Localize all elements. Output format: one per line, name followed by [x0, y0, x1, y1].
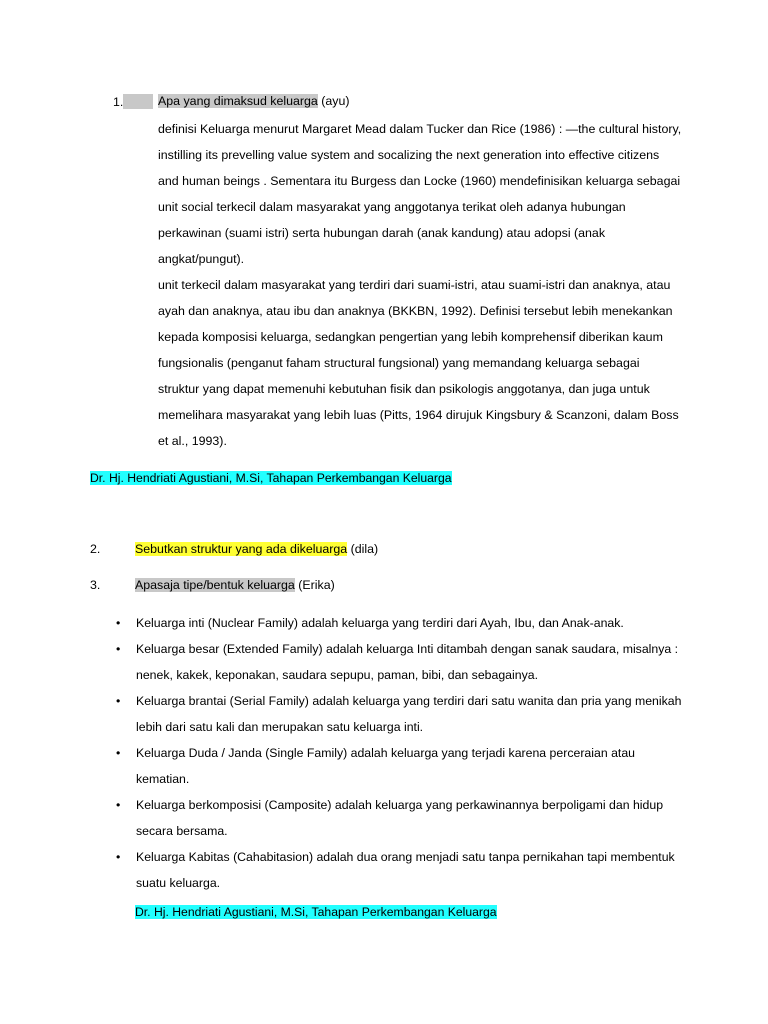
bullet-icon: • [116, 616, 121, 630]
q1-author: (ayu) [317, 94, 350, 108]
q2-author: (dila) [347, 542, 379, 556]
bullet-icon: • [116, 694, 121, 708]
q1-number-highlight [123, 94, 153, 109]
bullet-icon: • [116, 642, 121, 656]
q3-author: (Erika) [294, 578, 335, 592]
q1-question: Apa yang dimaksud keluarga [158, 94, 318, 108]
q3-question: Apasaja tipe/bentuk keluarga [135, 578, 295, 592]
q1-heading [158, 94, 350, 108]
q3-number: 3. [90, 578, 101, 592]
q1-citation: Dr. Hj. Hendriati Agustiani, M.Si, Tahapan Perkembangan Keluarga [90, 471, 452, 485]
family-types-list [116, 610, 686, 896]
q3-citation: Dr. Hj. Hendriati Agustiani, M.Si, Tahapan Perkembangan Keluarga [135, 905, 497, 919]
list-item: • Keluarga berkomposisi (Camposite) adalah keluarga yang perkawinannya berpoligami dan hidup secara bersama. [116, 792, 686, 844]
q1-body [158, 116, 682, 454]
bullet-icon: • [116, 798, 121, 812]
q1-paragraph-2: unit terkecil dalam masyarakat yang terdiri dari suami-istri, atau suami-istri dan anaknya, atau ayah dan anaknya, atau ibu dan anaknya (BKKBN, 1992). Definisi tersebut lebih menekankan kepada komposisi keluarga, sedangkan pengertian yang lebih komprehensif diberikan kaum fungsionalis (penganut faham structural fungsional) yang memandang keluarga sebagai struktur yang dapat memenuhi kebutuhan fisik dan psikologis anggotanya, dan juga untuk memelihara masyarakat yang lebih luas (Pitts, 1964 dirujuk Kingsbury & Scanzoni, dalam Boss et al., 1993). [158, 278, 679, 448]
list-item: • Keluarga inti (Nuclear Family) adalah keluarga yang terdiri dari Ayah, Ibu, dan Anak-anak. [116, 610, 686, 636]
list-item: • Keluarga brantai (Serial Family) adalah keluarga yang terdiri dari satu wanita dan pria yang menikah lebih dari satu kali dan merupakan satu keluarga inti. [116, 688, 686, 740]
list-item: • Keluarga Duda / Janda (Single Family) adalah keluarga yang terjadi karena perceraian atau kematian. [116, 740, 686, 792]
q2-number: 2. [90, 542, 101, 556]
list-item: • Keluarga besar (Extended Family) adalah keluarga Inti ditambah dengan sanak saudara, misalnya : nenek, kakek, keponakan, saudara sepupu, paman, bibi, dan sebagainya. [116, 636, 686, 688]
bullet-icon: • [116, 850, 121, 864]
q1-number: 1. [113, 94, 153, 109]
q2-heading [135, 542, 378, 556]
q2-question: Sebutkan struktur yang ada dikeluarga [135, 542, 348, 556]
q1-paragraph-1: definisi Keluarga menurut Margaret Mead dalam Tucker dan Rice (1986) : —the cultural history, instilling its prevelling value system and socalizing the next generation into effective citizens and human beings . Sementara itu Burgess dan Locke (1960) mendefinisikan keluarga sebagai unit social terkecil dalam masyarakat yang anggotanya terikat oleh adanya hubungan perkawinan (suami istri) serta hubungan darah (anak kandung) atau adopsi (anak angkat/pungut). [158, 122, 682, 266]
list-item: • Keluarga Kabitas (Cahabitasion) adalah dua orang menjadi satu tanpa pernikahan tapi membentuk suatu keluarga. [116, 844, 686, 896]
bullet-icon: • [116, 746, 121, 760]
q3-heading [135, 578, 335, 592]
